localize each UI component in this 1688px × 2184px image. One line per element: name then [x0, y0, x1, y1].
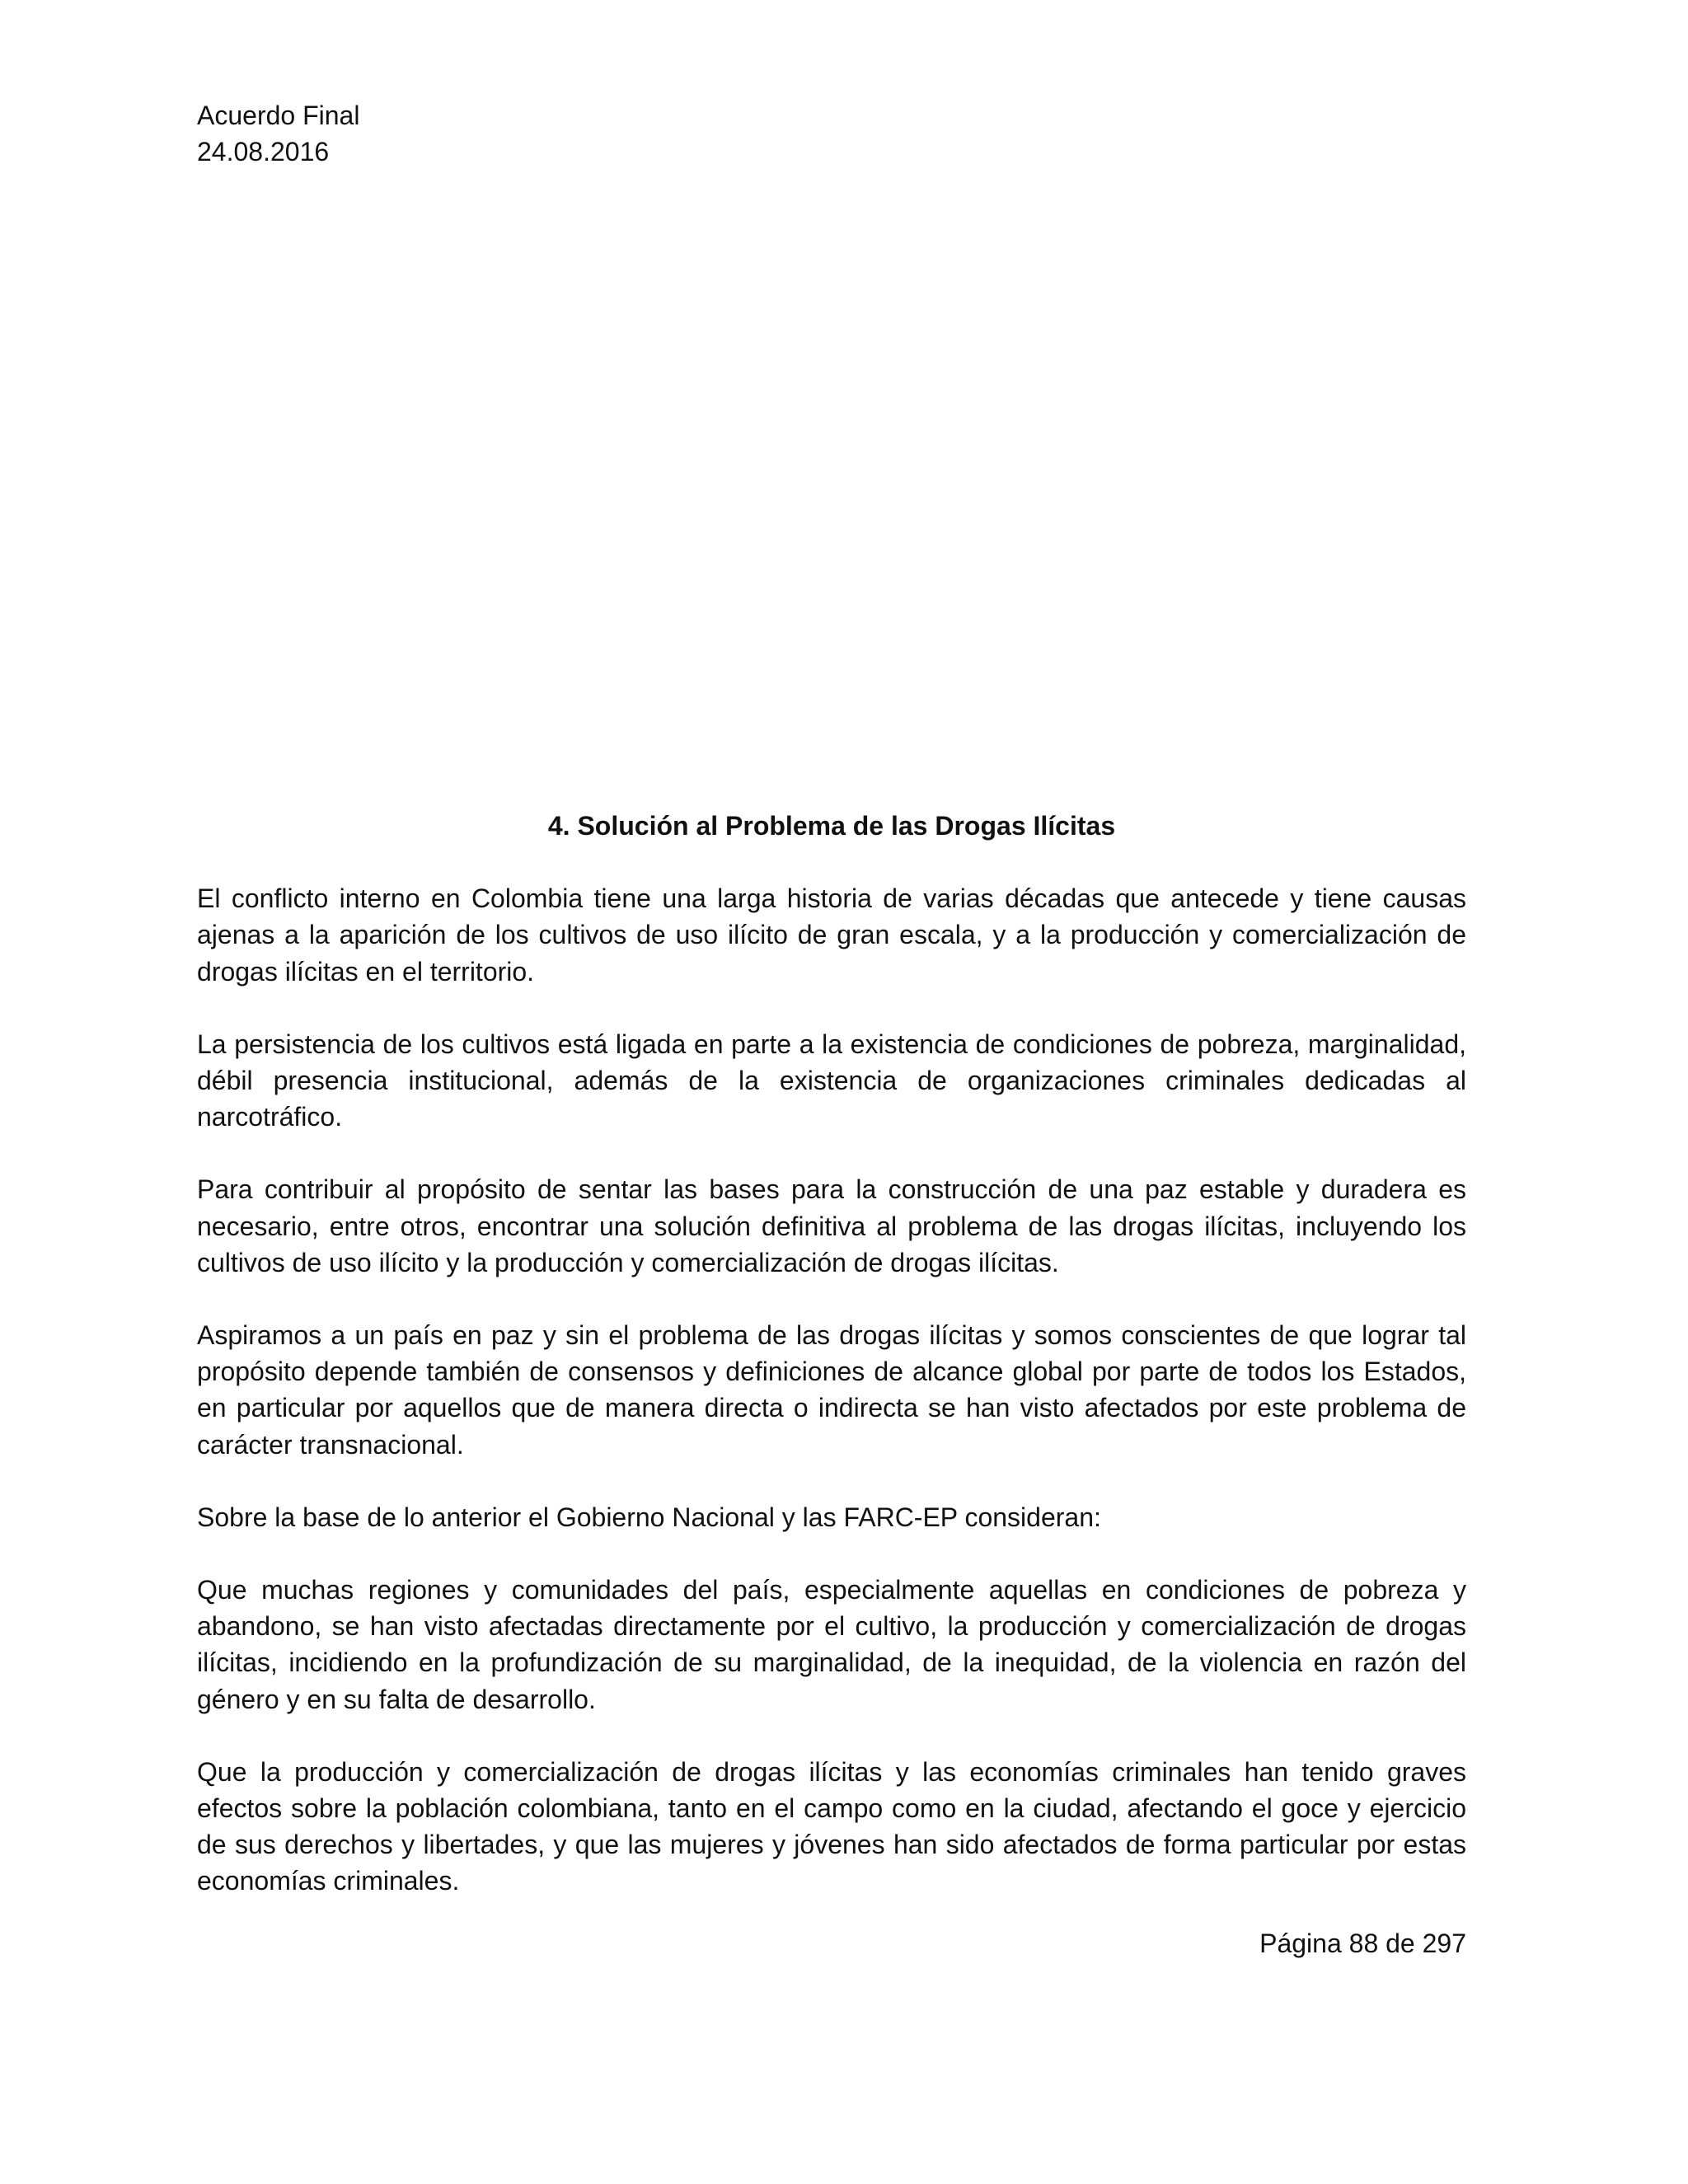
section-heading: 4. Solución al Problema de las Drogas Ilícitas: [547, 811, 1116, 841]
paragraph: El conflicto interno en Colombia tiene una larga historia de varias décadas que antecede y tiene causas ajenas a la aparición de los cultivos de uso ilícito de gran escala, y a la producción y comercialización de drogas ilícitas en el territorio.: [197, 883, 1466, 987]
paragraph: La persistencia de los cultivos está ligada en parte a la existencia de condiciones de pobreza, marginalidad, débil presencia institucional, además de la existencia de organizaciones criminales dedicadas al narcotráfico.: [197, 1029, 1466, 1132]
paragraph: Que la producción y comercialización de drogas ilícitas y las economías criminales han tenido graves efectos sobre la población colombiana, tanto en el campo como en la ciudad, afectando el goce y ejercicio de sus derechos y libertades, y que las mujeres y jóvenes han sido afectados de forma particular por estas economías criminales.: [197, 1756, 1466, 1896]
paragraph: Aspiramos a un país en paz y sin el problema de las drogas ilícitas y somos conscientes de que lograr tal propósito depende también de consensos y definiciones de alcance global por parte de todos los Estados, en particular por aquellos que de manera directa o indirecta se han visto afectados por este problema de carácter transnacional.: [197, 1320, 1466, 1460]
document-header: [197, 97, 359, 170]
document-date: 24.08.2016: [197, 137, 330, 166]
page-number: Página 88 de 297: [1259, 1929, 1466, 1958]
paragraph: Sobre la base de lo anterior el Gobierno Nacional y las FARC-EP consideran:: [197, 1502, 1101, 1532]
document-title: Acuerdo Final: [197, 101, 360, 130]
section-body: [197, 808, 1466, 1900]
paragraph: Para contribuir al propósito de sentar las bases para la construcción de una paz estable y duradera es necesario, entre otros, encontrar una solución definitiva al problema de las drogas ilícitas, incluyendo los cultivos de uso ilícito y la producción y comercialización de drogas ilícitas.: [197, 1174, 1466, 1277]
paragraph: Que muchas regiones y comunidades del país, especialmente aquellas en condiciones de pobreza y abandono, se han visto afectadas directamente por el cultivo, la producción y comercialización de drogas ilícitas, incidiendo en la profundización de su marginalidad, de la inequidad, de la violencia en razón del género y en su falta de desarrollo.: [197, 1575, 1466, 1714]
